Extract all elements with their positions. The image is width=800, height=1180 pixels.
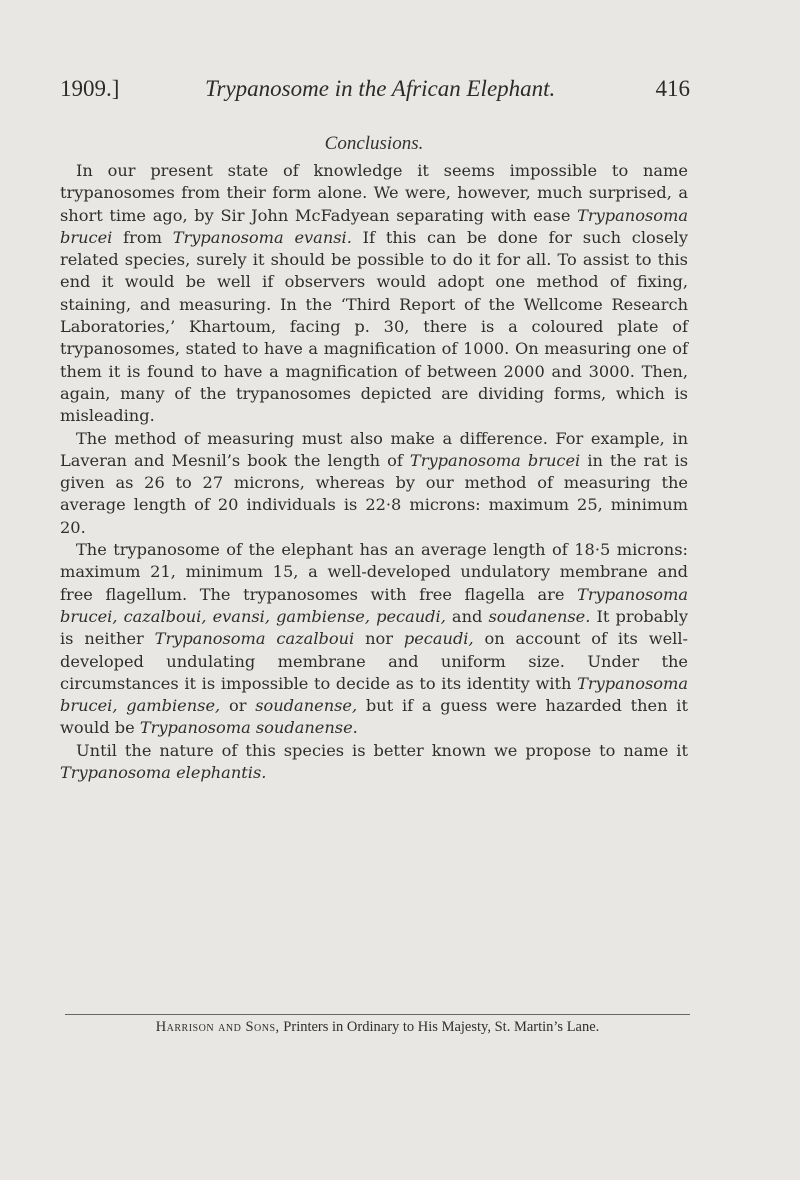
species-name: Trypanosoma elephantis. [60,763,267,783]
text-run: or [220,696,256,716]
printer-details: Printers in Ordinary to His Majesty, St. Martin’s Lane. [279,1019,600,1035]
species-name: Trypanosoma evansi. [172,227,352,247]
species-name: Trypanosoma brucei, gambiense, [60,673,688,716]
species-name: Trypanosoma soudanense. [139,718,358,738]
species-name: soudanense. [488,606,591,626]
species-name: Trypanosoma brucei [60,205,688,247]
paragraph-4 [60,740,688,785]
paragraph-3 [60,539,688,740]
species-name: Trypanosoma brucei [409,450,581,470]
text-run: from [112,227,173,247]
text-run: in the rat is given as 26 to 27 microns, whereas by our method of measuring the average length of 20 individuals is 22·8 microns: maximum 25, minimum 20. [60,450,688,537]
text-run: The method of measuring must also make a difference. For example, in Laveran and Mesnil’s book the length of [60,428,688,470]
paragraph-1 [60,160,688,428]
printer-imprint [65,1014,690,1036]
text-run: and [445,606,489,626]
printer-names: Harrison and Sons, [155,1019,280,1035]
text-run: Until the nature of this species is better known we propose to name it [76,740,688,760]
species-name: Trypanosoma cazalboui [154,629,355,649]
text-run: In our present state of knowledge it seems impossible to name trypanosomes from their form alone. We were, however, much surprised, a short time ago, by Sir John McFadyean separating with ease [60,161,688,225]
header-year: 1909.] [60,76,120,101]
species-name: Trypanosoma brucei, cazalboui, evansi, gambiense, pecaudi, [60,584,688,626]
text-run: It probably is neither [60,606,689,649]
species-name: pecaudi, [403,629,474,649]
running-header [60,76,690,110]
text-run: If this can be done for such closely related species, surely it should be possible to do it for all. To assist to this end it would be well if observers would adopt one method of fixing, staining, and measuring. In the ‘Third Report of the Wellcome Research Laboratories,’ Khartoum, facing p. 30, there is a coloured plate of trypanosomes, stated to have a magnification of 1000. On measuring one of them it is found to have a magnification of between 2000 and 3000. Then, again, many of the trypanosomes depicted are dividing forms, which is misleading. [60,227,689,426]
text-run: nor [354,629,404,649]
body-text [60,160,688,784]
text-run: The trypanosome of the elephant has an average length of 18·5 microns: maximum 21, minimum 15, a well-developed undulatory membrane and free flagellum. The trypanosomes with free flagella are [60,540,688,604]
page-number: 416 [655,76,690,101]
text-run: but if a guess were hazarded then it would be [60,696,688,738]
running-title: Trypanosome in the African Elephant. [205,76,556,101]
section-title: Conclusions. [324,133,424,154]
paragraph-2 [60,428,688,539]
text-run: on account of its well-developed undulating membrane and uniform size. Under the circumstances it is impossible to decide as to its identity with [60,629,688,693]
species-name: soudanense, [255,696,358,716]
